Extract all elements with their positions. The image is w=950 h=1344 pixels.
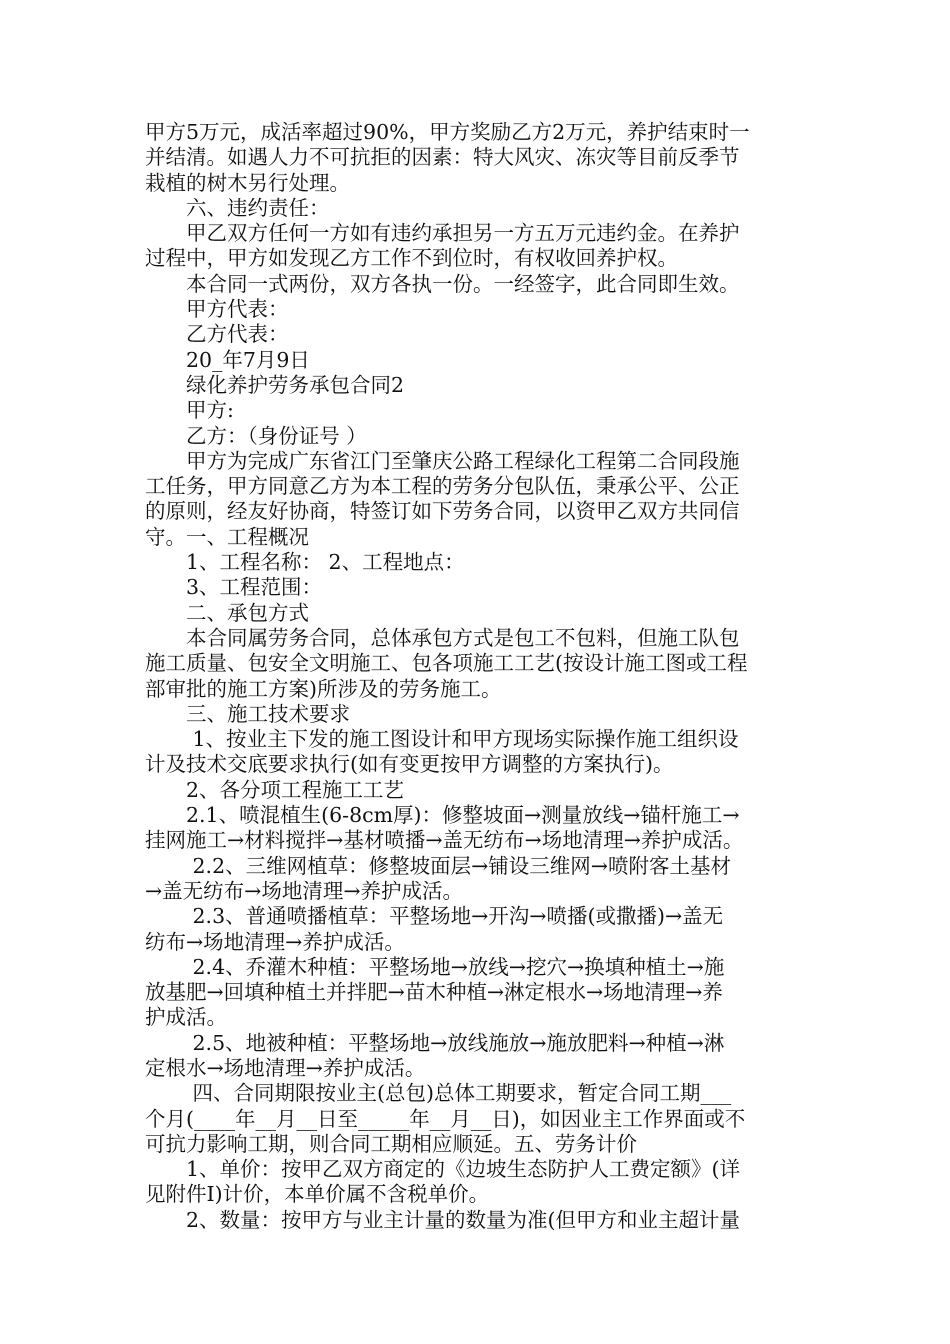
text-line: 守。一、工程概况 bbox=[145, 524, 309, 549]
contract-date: 20_年7月9日 bbox=[145, 347, 310, 372]
text-line: 1、按业主下发的施工图设计和甲方现场实际操作施工组织设 bbox=[145, 727, 739, 752]
text-line: 本合同属劳务合同，总体承包方式是包工不包料，但施工队包 bbox=[145, 625, 740, 650]
text-line: 2.2、三维网植草：修整坡面层→铺设三维网→喷附客土基材 bbox=[145, 853, 731, 878]
text-line: 可抗力影响工期，则合同工期相应顺延。五、劳务计价 bbox=[145, 1131, 637, 1156]
text-line: →盖无纺布→场地清理→养护成活。 bbox=[145, 878, 464, 903]
text-line: 的原则，经友好协商，特签订如下劳务合同，以资甲乙双方共同信 bbox=[145, 499, 740, 524]
text-line: 过程中，甲方如发现乙方工作不到位时，有权收回养护权。 bbox=[145, 246, 678, 271]
signature-party-a: 甲方代表： bbox=[145, 297, 289, 322]
text-line: 见附件Ⅰ)计价，本单价属不含税单价。 bbox=[145, 1182, 490, 1207]
text-line: 并结清。如遇人力不可抗拒的因素：特大风灾、冻灾等目前反季节 bbox=[145, 145, 740, 170]
party-b-line: 乙方：（身份证号 ） bbox=[145, 423, 367, 448]
text-line: 甲方为完成广东省江门至肇庆公路工程绿化工程第二合同段施 bbox=[145, 448, 740, 473]
text-line: 挂网施工→材料搅拌→基材喷播→盖无纺布→场地清理→养护成活。 bbox=[145, 828, 744, 853]
section-heading: 二、承包方式 bbox=[145, 600, 309, 625]
text-line: 1、工程名称： 2、工程地点： bbox=[145, 550, 465, 575]
text-line: 施工质量、包安全文明施工、包各项施工工艺(按设计施工图或工程 bbox=[145, 651, 748, 676]
text-line: 3、工程范围： bbox=[145, 575, 323, 600]
text-line: 2.4、乔灌木种植：平整场地→放线→挖穴→换填种植土→施 bbox=[145, 954, 725, 979]
section-heading: 六、违约责任： bbox=[145, 195, 330, 220]
text-line: 放基肥→回填种植土并拌肥→苗木种植→淋定根水→场地清理→养 bbox=[145, 980, 723, 1005]
text-line: 2.3、普通喷播植草：平整场地→开沟→喷播(或撒播)→盖无 bbox=[145, 904, 724, 929]
text-line: 本合同一式两份，双方各执一份。一经签字，此合同即生效。 bbox=[145, 271, 740, 296]
text-line: 1、单价：按甲乙双方商定的《边坡生态防护人工费定额》(详 bbox=[145, 1157, 741, 1182]
text-line: 栽植的树木另行处理。 bbox=[145, 170, 350, 195]
text-line: 部审批的施工方案)所涉及的劳务施工。 bbox=[145, 676, 502, 701]
text-line: 纺布→场地清理→养护成活。 bbox=[145, 929, 405, 954]
text-line: 护成活。 bbox=[145, 1005, 227, 1030]
text-line: 2、数量：按甲方与业主计量的数量为准(但甲方和业主超计量 bbox=[145, 1207, 741, 1232]
document-body bbox=[145, 120, 810, 1233]
signature-party-b: 乙方代表： bbox=[145, 322, 289, 347]
text-line: 甲方5万元，成活率超过90%，甲方奖励乙方2万元，养护结束时一 bbox=[145, 120, 750, 144]
text-line: 工任务，甲方同意乙方为本工程的劳务分包队伍，秉承公平、公正 bbox=[145, 474, 740, 499]
text-line: 定根水→场地清理→养护成活。 bbox=[145, 1055, 426, 1080]
text-line: 2、各分项工程施工工艺 bbox=[145, 777, 405, 802]
text-line: 个月(____年__月__日至_____年__月__日)，如因业主工作界面或不 bbox=[145, 1106, 746, 1131]
text-line: 甲乙双方任何一方如有违约承担另一方五万元违约金。在养护 bbox=[145, 221, 740, 246]
party-a-line: 甲方: bbox=[145, 398, 234, 423]
text-line: 四、合同期限按业主(总包)总体工期要求，暂定合同工期___ bbox=[145, 1081, 732, 1106]
text-line: 计及技术交底要求执行(如有变更按甲方调整的方案执行)。 bbox=[145, 752, 674, 777]
contract-title: 绿化养护劳务承包合同2 bbox=[145, 372, 405, 397]
section-heading: 三、施工技术要求 bbox=[145, 701, 350, 726]
text-line: 2.1、喷混植生(6-8cm厚)：修整坡面→测量放线→锚杆施工→ bbox=[145, 803, 740, 828]
text-line: 2.5、地被种植：平整场地→放线施放→施放肥料→种植→淋 bbox=[145, 1030, 725, 1055]
